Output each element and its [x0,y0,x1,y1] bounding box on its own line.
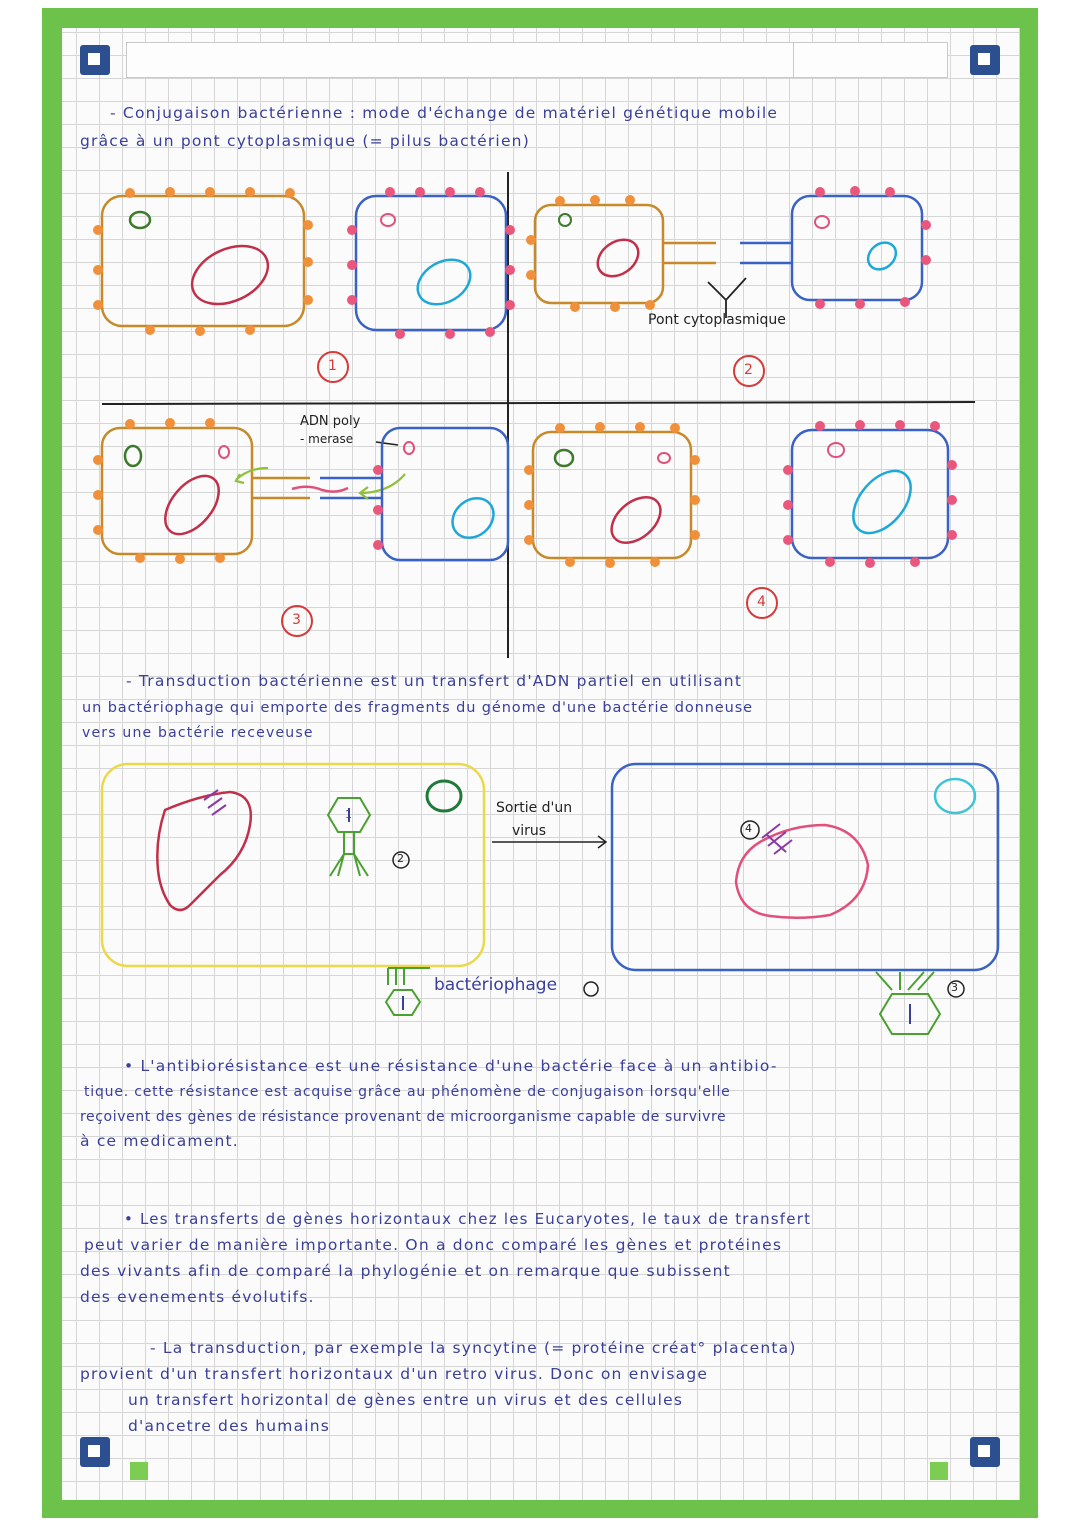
syncytin-line-4: d'ancetre des humains [128,1417,331,1435]
transduction-line-2: un bactériophage qui emporte des fragments du génome d'une bactérie donneuse [82,700,753,716]
antibiotic-resistance-line-1: • L'antibiorésistance est une résistance d'une bactérie face à un antibio- [124,1057,778,1075]
step-number-3: 3 [292,612,301,628]
transduction-line-3: vers une bactérie receveuse [82,725,314,741]
bacteriophage-label: bactériophage [434,975,558,995]
infected-bacterium [102,764,484,966]
phage-number-1: 1 [345,808,352,821]
transduction-line-1: - Transduction bactérienne est un transfert d'ADN partiel en utilisant [126,672,743,690]
syncytin-line-3: un transfert horizontal de gènes entre un virus et des cellules [128,1391,684,1409]
syncytin-line-2: provient d'un transfert horizontaux d'un retro virus. Donc on envisage [80,1365,709,1383]
step-number-1: 1 [328,358,337,374]
dna-polymerase-label-line1: ADN poly [300,414,361,429]
horizontal-transfer-line-3: des vivants afin de comparé la phylogénie et on remarque que subissent [80,1262,731,1280]
horizontal-transfer-line-4: des evenements évolutifs. [80,1288,315,1306]
step-number-4: 4 [757,594,766,610]
phage-number-4: 4 [745,822,752,835]
recipient-bacterium-transduction [612,764,998,970]
horizontal-transfer-line-1: • Les transferts de gènes horizontaux chez les Eucaryotes, le taux de transfert [124,1210,812,1228]
antibiotic-resistance-line-3: reçoivent des gènes de résistance provenant de microorganisme capable de survivre [80,1109,727,1125]
syncytin-line-1: - La transduction, par exemple la syncytine (= protéine créat° placenta) [150,1339,797,1357]
cytoplasmic-bridge-label: Pont cytoplasmique [648,312,786,328]
phage-number-3: 3 [951,981,958,994]
virus-exit-arrow [492,836,606,848]
horizontal-transfer-line-2: peut varier de manière importante. On a donc comparé les gènes et protéines [84,1236,783,1254]
virus-exit-label-line2: virus [512,823,547,839]
step-number-2: 2 [744,362,753,378]
dna-polymerase-label-line2: - merase [300,432,354,446]
phage-number-2: 2 [397,852,404,865]
antibiotic-resistance-line-2: tique. cette résistance est acquise grâce au phénomène de conjugaison lorsqu'elle [84,1084,731,1100]
conjugation-line-1: - Conjugaison bactérienne : mode d'échange de matériel génétique mobile [110,104,779,122]
virus-exit-label-line1: Sortie d'un [496,800,573,816]
antibiotic-resistance-line-4: à ce medicament. [80,1132,239,1150]
conjugation-line-2: grâce à un pont cytoplasmique (= pilus bactérien) [80,132,530,150]
